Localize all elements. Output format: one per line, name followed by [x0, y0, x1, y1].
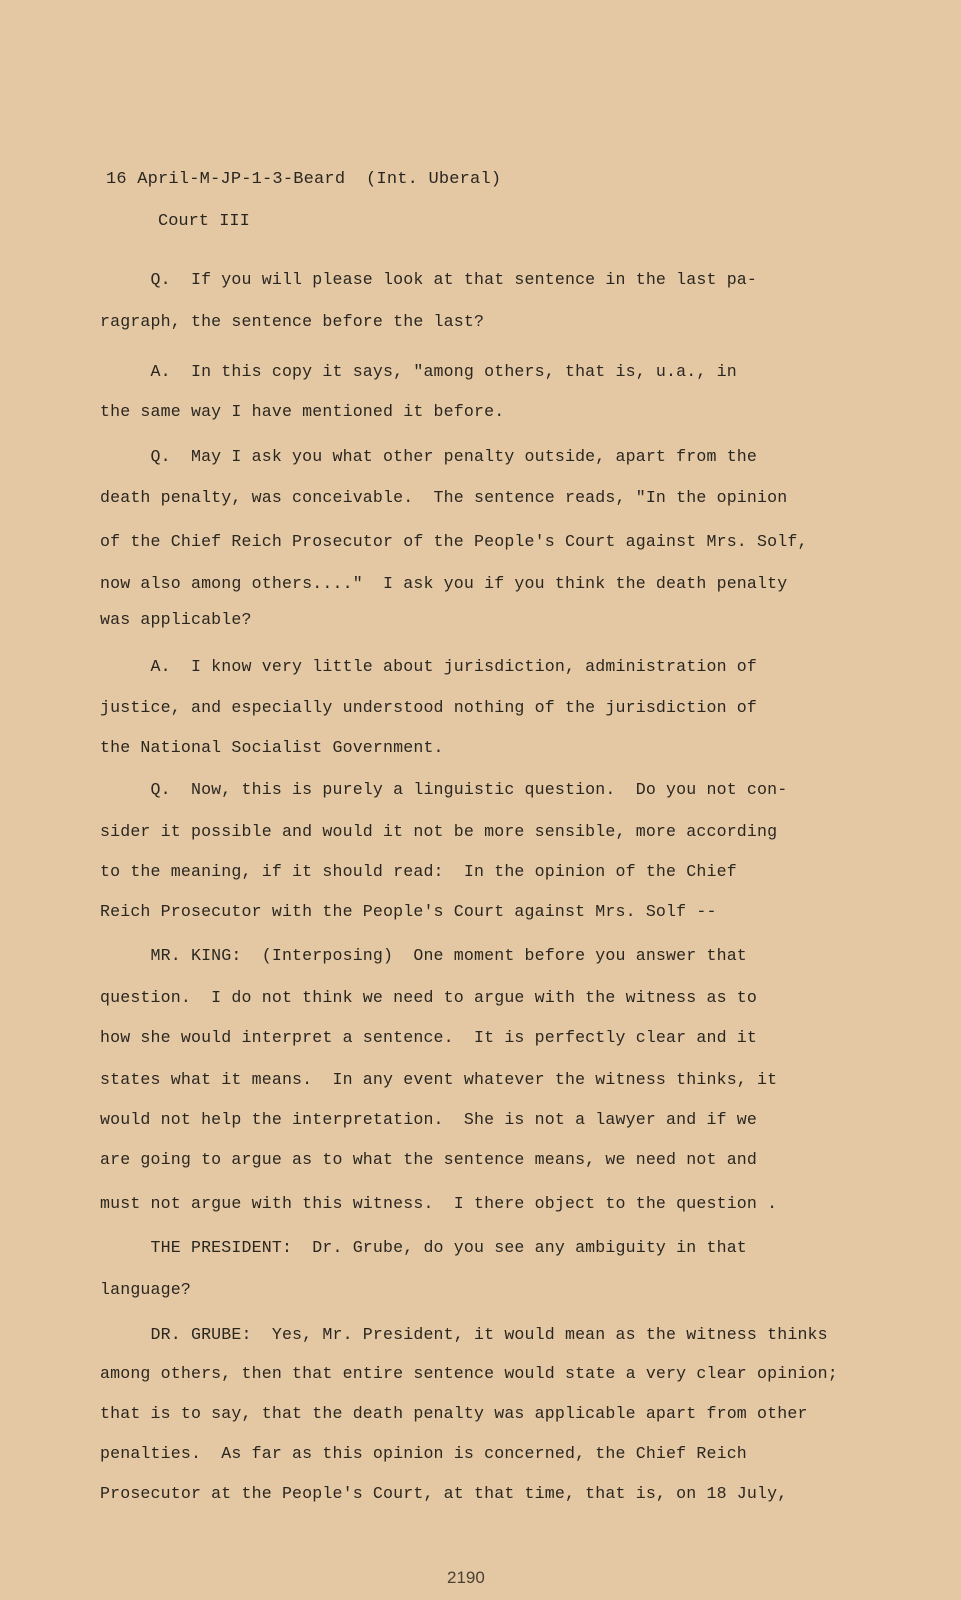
transcript-line: that is to say, that the death penalty was applicable apart from other: [100, 1404, 808, 1423]
transcript-line: penalties. As far as this opinion is concerned, the Chief Reich: [100, 1444, 747, 1463]
court-label: Court III: [158, 212, 250, 231]
transcript-line: death penalty, was conceivable. The sentence reads, "In the opinion: [100, 488, 788, 507]
transcript-line: THE PRESIDENT: Dr. Grube, do you see any ambiguity in that: [100, 1238, 747, 1257]
transcript-line: Q. May I ask you what other penalty outside, apart from the: [100, 447, 758, 466]
transcript-line: justice, and especially understood nothing of the jurisdiction of: [100, 698, 758, 717]
transcript-line: MR. KING: (Interposing) One moment before you answer that: [100, 946, 747, 965]
transcript-line: of the Chief Reich Prosecutor of the People's Court against Mrs. Solf,: [100, 532, 808, 551]
transcript-line: DR. GRUBE: Yes, Mr. President, it would mean as the witness thinks: [100, 1325, 828, 1344]
transcript-line: now also among others...." I ask you if you think the death penalty: [100, 574, 788, 593]
transcript-line: to the meaning, if it should read: In the opinion of the Chief: [100, 862, 737, 881]
transcript-line: among others, then that entire sentence would state a very clear opinion;: [100, 1364, 838, 1383]
transcript-line: sider it possible and would it not be more sensible, more according: [100, 822, 778, 841]
transcript-line: A. I know very little about jurisdiction, administration of: [100, 657, 758, 676]
transcript-line: ragraph, the sentence before the last?: [100, 312, 485, 331]
transcript-line: Reich Prosecutor with the People's Court against Mrs. Solf --: [100, 902, 717, 921]
page-number: 2190: [447, 1568, 485, 1587]
transcript-line: states what it means. In any event whatever the witness thinks, it: [100, 1070, 778, 1089]
transcript-line: was applicable?: [100, 610, 252, 629]
transcript-line: the same way I have mentioned it before.: [100, 402, 505, 421]
transcript-line: A. In this copy it says, "among others, that is, u.a., in: [100, 362, 737, 381]
transcript-line: are going to argue as to what the sentence means, we need not and: [100, 1150, 758, 1169]
transcript-line: Q. Now, this is purely a linguistic question. Do you not con-: [100, 780, 788, 799]
case-header: 16 April-M-JP-1-3-Beard (Int. Uberal): [106, 170, 502, 189]
transcript-line: the National Socialist Government.: [100, 738, 444, 757]
transcript-line: language?: [100, 1280, 191, 1299]
transcript-line: would not help the interpretation. She is not a lawyer and if we: [100, 1110, 758, 1129]
transcript-line: question. I do not think we need to argue with the witness as to: [100, 988, 758, 1007]
transcript-line: how she would interpret a sentence. It is perfectly clear and it: [100, 1028, 758, 1047]
transcript-line: Prosecutor at the People's Court, at that time, that is, on 18 July,: [100, 1484, 788, 1503]
transcript-line: Q. If you will please look at that sentence in the last pa-: [100, 270, 758, 289]
transcript-line: must not argue with this witness. I there object to the question .: [100, 1194, 778, 1213]
